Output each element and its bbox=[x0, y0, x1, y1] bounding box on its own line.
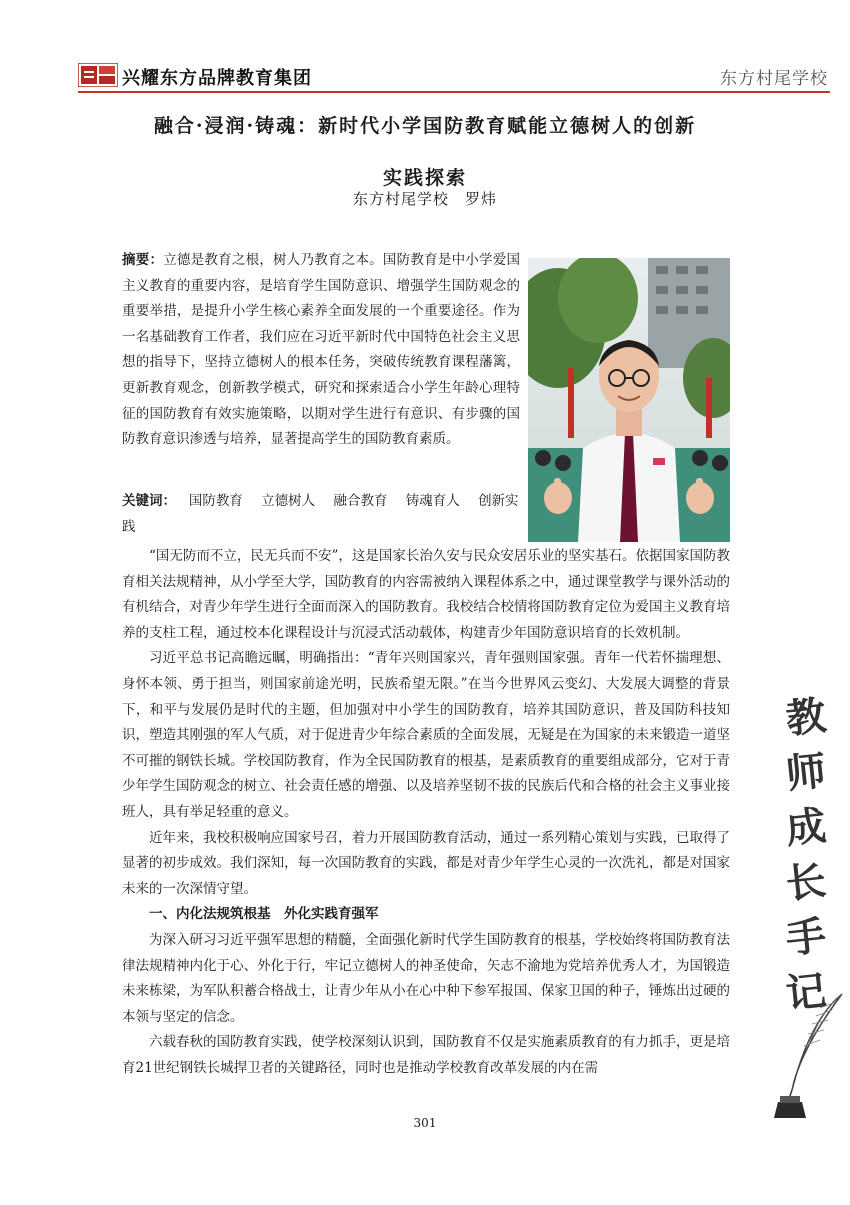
abstract-text: 立德是教育之根，树人乃教育之本。国防教育是中小学爱国主义教育的重要内容，是培育学生国防意识、增强学生国防观念的重要举措，是提升小学生核心素养全面发展的一个重要途径。作为一名基础教育工作者，我们应在习近平新时代中国特色社会主义思想的指导下，坚持立德树人的根本任务，突破传统教育课程藩篱，更新教育观念，创新教学模式，研究和探索适合小学生年龄心理特征的国防教育有效实施策略，以期对学生进行有意识、有步骤的国防教育意识渗透与培养，显著提高学生的国防教育素质。 bbox=[122, 252, 521, 448]
side-title-char: 记 bbox=[783, 967, 829, 1018]
title-line-1: 融合·浸润·铸魂：新时代小学国防教育赋能立德树人的创新 bbox=[153, 115, 697, 137]
group-name: 兴耀东方品牌教育集团 bbox=[122, 68, 312, 89]
side-title-char: 手 bbox=[783, 912, 829, 963]
body-paragraph: 习近平总书记高瞻远瞩，明确指出：“青年兴则国家兴，青年强则国家强。青年一代若怀揣理想、身怀本领、勇于担当，则国家前途光明，民族希望无限。”在当今世界风云变幻、大发展大调整的背景下，和平与发展仍是时代的主题，但加强对中小学生的国防教育，培养其国防意识，普及国防科技知识，塑造其刚强的军人气质，对于促进青少年综合素质的全面发展，无疑是在为国家的未来锻造一道坚不可摧的钢铁长城。学校国防教育，作为全民国防教育的根基，是素质教育的重要组成部分，它对于青少年学生国防观念的树立、社会责任感的增强、以及培养坚韧不拔的民族后代和合格的社会主义事业接班人，具有举足轻重的意义。 bbox=[122, 650, 730, 820]
keyword-item: 创新实践 bbox=[122, 493, 519, 535]
side-title-char: 成 bbox=[783, 802, 829, 853]
side-title-char: 师 bbox=[783, 747, 829, 798]
article-body bbox=[122, 544, 730, 1081]
header-divider bbox=[78, 91, 830, 93]
body-paragraph: 六载春秋的国防教育实践，使学校深刻认识到，国防教育不仅是实施素质教育的有力抓手，更是培育21世纪钢铁长城捍卫者的关键路径，同时也是推动学校教育改革发展的内在需 bbox=[122, 1034, 730, 1076]
keywords bbox=[122, 489, 520, 540]
keyword-item: 铸魂育人 bbox=[405, 493, 460, 509]
keyword-item: 国防教育 bbox=[188, 493, 243, 509]
page-number: 301 bbox=[413, 1116, 437, 1130]
title-line-2: 实践探索 bbox=[382, 167, 467, 189]
keyword-item: 立德树人 bbox=[261, 493, 316, 509]
body-paragraph: 近年来，我校积极响应国家号召，着力开展国防教育活动，通过一系列精心策划与实践，已取得了显著的初步成效。我们深知，每一次国防教育的实践，都是对青少年学生心灵的一次洗礼，都是对国家未来的一次深情守望。 bbox=[122, 829, 730, 897]
side-calligraphy-title bbox=[778, 690, 834, 1020]
side-title-char: 长 bbox=[783, 857, 829, 908]
body-paragraph: 为深入研习习近平强军思想的精髓，全面强化新时代学生国防教育的根基，学校始终将国防教育法律法规精神内化于心、外化于行，牢记立德树人的神圣使命，矢志不渝地为党培养优秀人才，为国锻造未来栋梁，为军队积蓄合格战士，让青少年从小在心中种下参军报国、保家卫国的种子，锤炼出过硬的本领与坚定的信念。 bbox=[122, 931, 730, 1025]
keyword-item: 融合教育 bbox=[333, 493, 388, 509]
author-photo bbox=[528, 258, 730, 542]
keywords-label: 关键词： bbox=[122, 493, 176, 509]
brand-logo-icon bbox=[78, 63, 118, 87]
quill-pen-icon bbox=[770, 990, 850, 1120]
author-line: 东方村尾学校 罗炜 bbox=[352, 190, 497, 208]
body-paragraph: “国无防而不立，民无兵而不安”，这是国家长治久安与民众安居乐业的坚实基石。依据国家国防教育相关法规精神，从小学至大学，国防教育的内容需被纳入课程体系之中，通过课堂教学与课外活动的有机结合，对青少年学生进行全面而深入的国防教育。我校结合校情将国防教育定位为爱国主义教育培养的支柱工程，通过校本化课程设计与沉浸式活动载体，构建青少年国防意识培育的长效机制。 bbox=[122, 548, 730, 641]
abstract bbox=[122, 248, 520, 453]
abstract-label: 摘要： bbox=[122, 252, 164, 268]
header-school-name: 东方村尾学校 bbox=[720, 69, 828, 89]
section-heading: 一、内化法规筑根基 外化实践育强军 bbox=[149, 906, 379, 923]
side-title-char: 教 bbox=[783, 692, 829, 743]
